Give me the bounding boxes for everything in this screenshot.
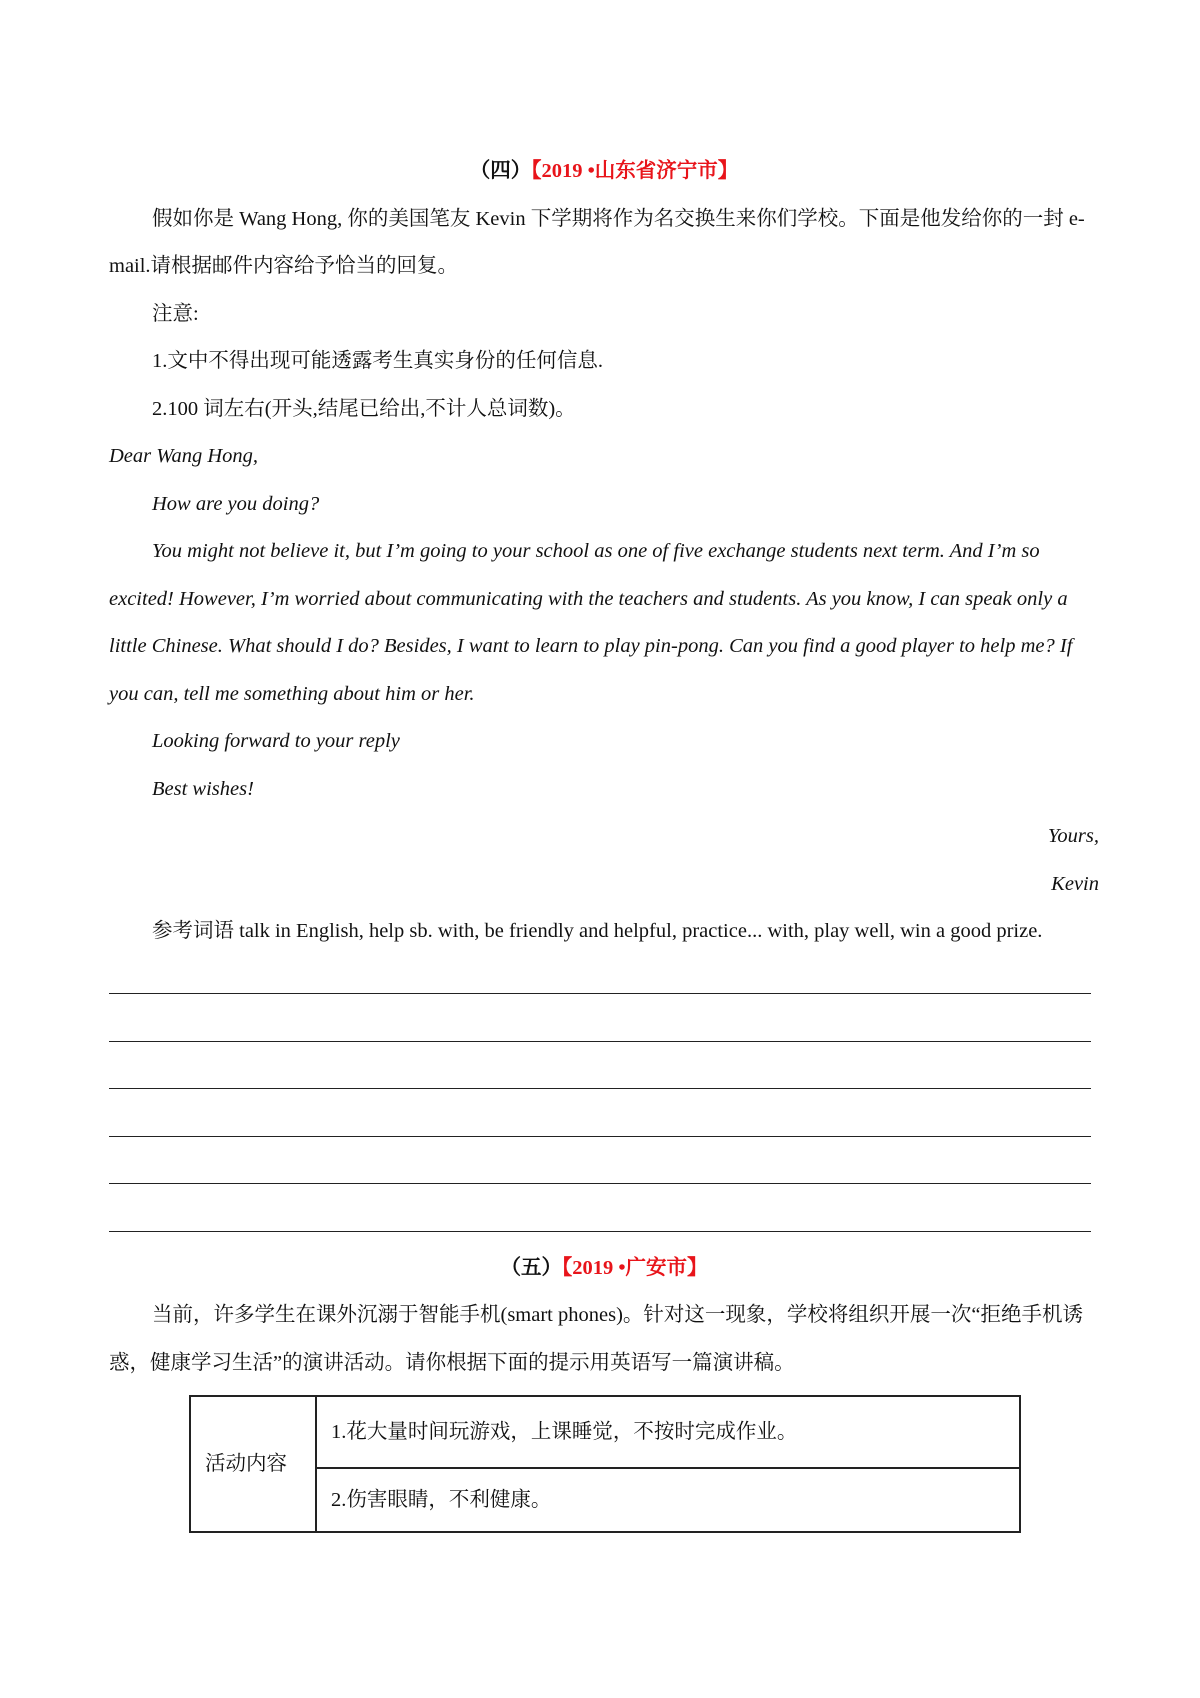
letter-greeting: How are you doing? [152,492,320,515]
answer-line[interactable] [109,1197,1099,1245]
answer-line[interactable] [109,960,1099,1008]
reference-words: 参考词语 talk in English, help sb. with, be friendly and helpful, practice... with, play well, win a good prize. [152,920,1043,942]
letter-salutation: Dear Wang Hong, [109,445,259,467]
note-item-1: 1.文中不得出现可能透露考生真实身份的任何信息. [152,350,603,372]
letter-closing-2: Best wishes! [152,777,254,800]
activity-table [189,1395,1021,1533]
answer-line[interactable] [109,1150,1099,1198]
worksheet-content [109,148,1099,1533]
answer-line[interactable] [109,1102,1099,1150]
activity-item-2: 2.伤害眼睛，不利健康。 [316,1468,1020,1532]
letter-signoff: Yours, [1047,825,1099,847]
activity-label: 活动内容 [190,1396,316,1532]
section5-intro: 当前，许多学生在课外沉溺于智能手机(smart phones)。针对这一现象，学校将组织开展一次“拒绝手机诱惑，健康学习生活”的演讲活动。请你根据下面的提示用英语写一篇演讲稿。 [109,1304,1083,1374]
answer-line[interactable] [109,1055,1099,1103]
section5-heading-source: 【2019 •广安市】 [561,1256,708,1279]
note-item-2: 2.100 词左右(开头,结尾已给出,不计人总词数)。 [152,397,576,420]
section5-heading-prefix: （五） [500,1256,562,1279]
note-title: 注意: [152,302,199,325]
table-row [190,1396,1020,1468]
letter-closing-1: Looking forward to your reply [152,730,400,752]
answer-line[interactable] [109,1007,1099,1055]
activity-item-1: 1.花大量时间玩游戏，上课睡觉，不按时完成作业。 [316,1396,1020,1468]
answer-lines [109,960,1099,1245]
section4-intro: 假如你是 Wang Hong, 你的美国笔友 Kevin 下学期将作为名交换生来你们学校。下面是他发给你的一封 e-mail.请根据邮件内容给予恰当的回复。 [109,207,1085,277]
letter-signature: Kevin [1051,872,1099,895]
section4-heading-source: 【2019 •山东省济宁市】 [531,160,739,182]
letter-body: You might not believe it, but I’m going to your school as one of five exchange students next term. And I’m so excited! However, I’m worried about communicating with the teachers and students. As you know, I can speak only a little Chinese. What should I do? Besides, I want to learn to play pin-pong. Can you find a good player to help me? If you can, tell me something about him or her. [109,540,1073,705]
section4-heading [109,148,1099,196]
section4-heading-prefix: （四） [469,160,532,182]
section5-heading [109,1245,1099,1293]
